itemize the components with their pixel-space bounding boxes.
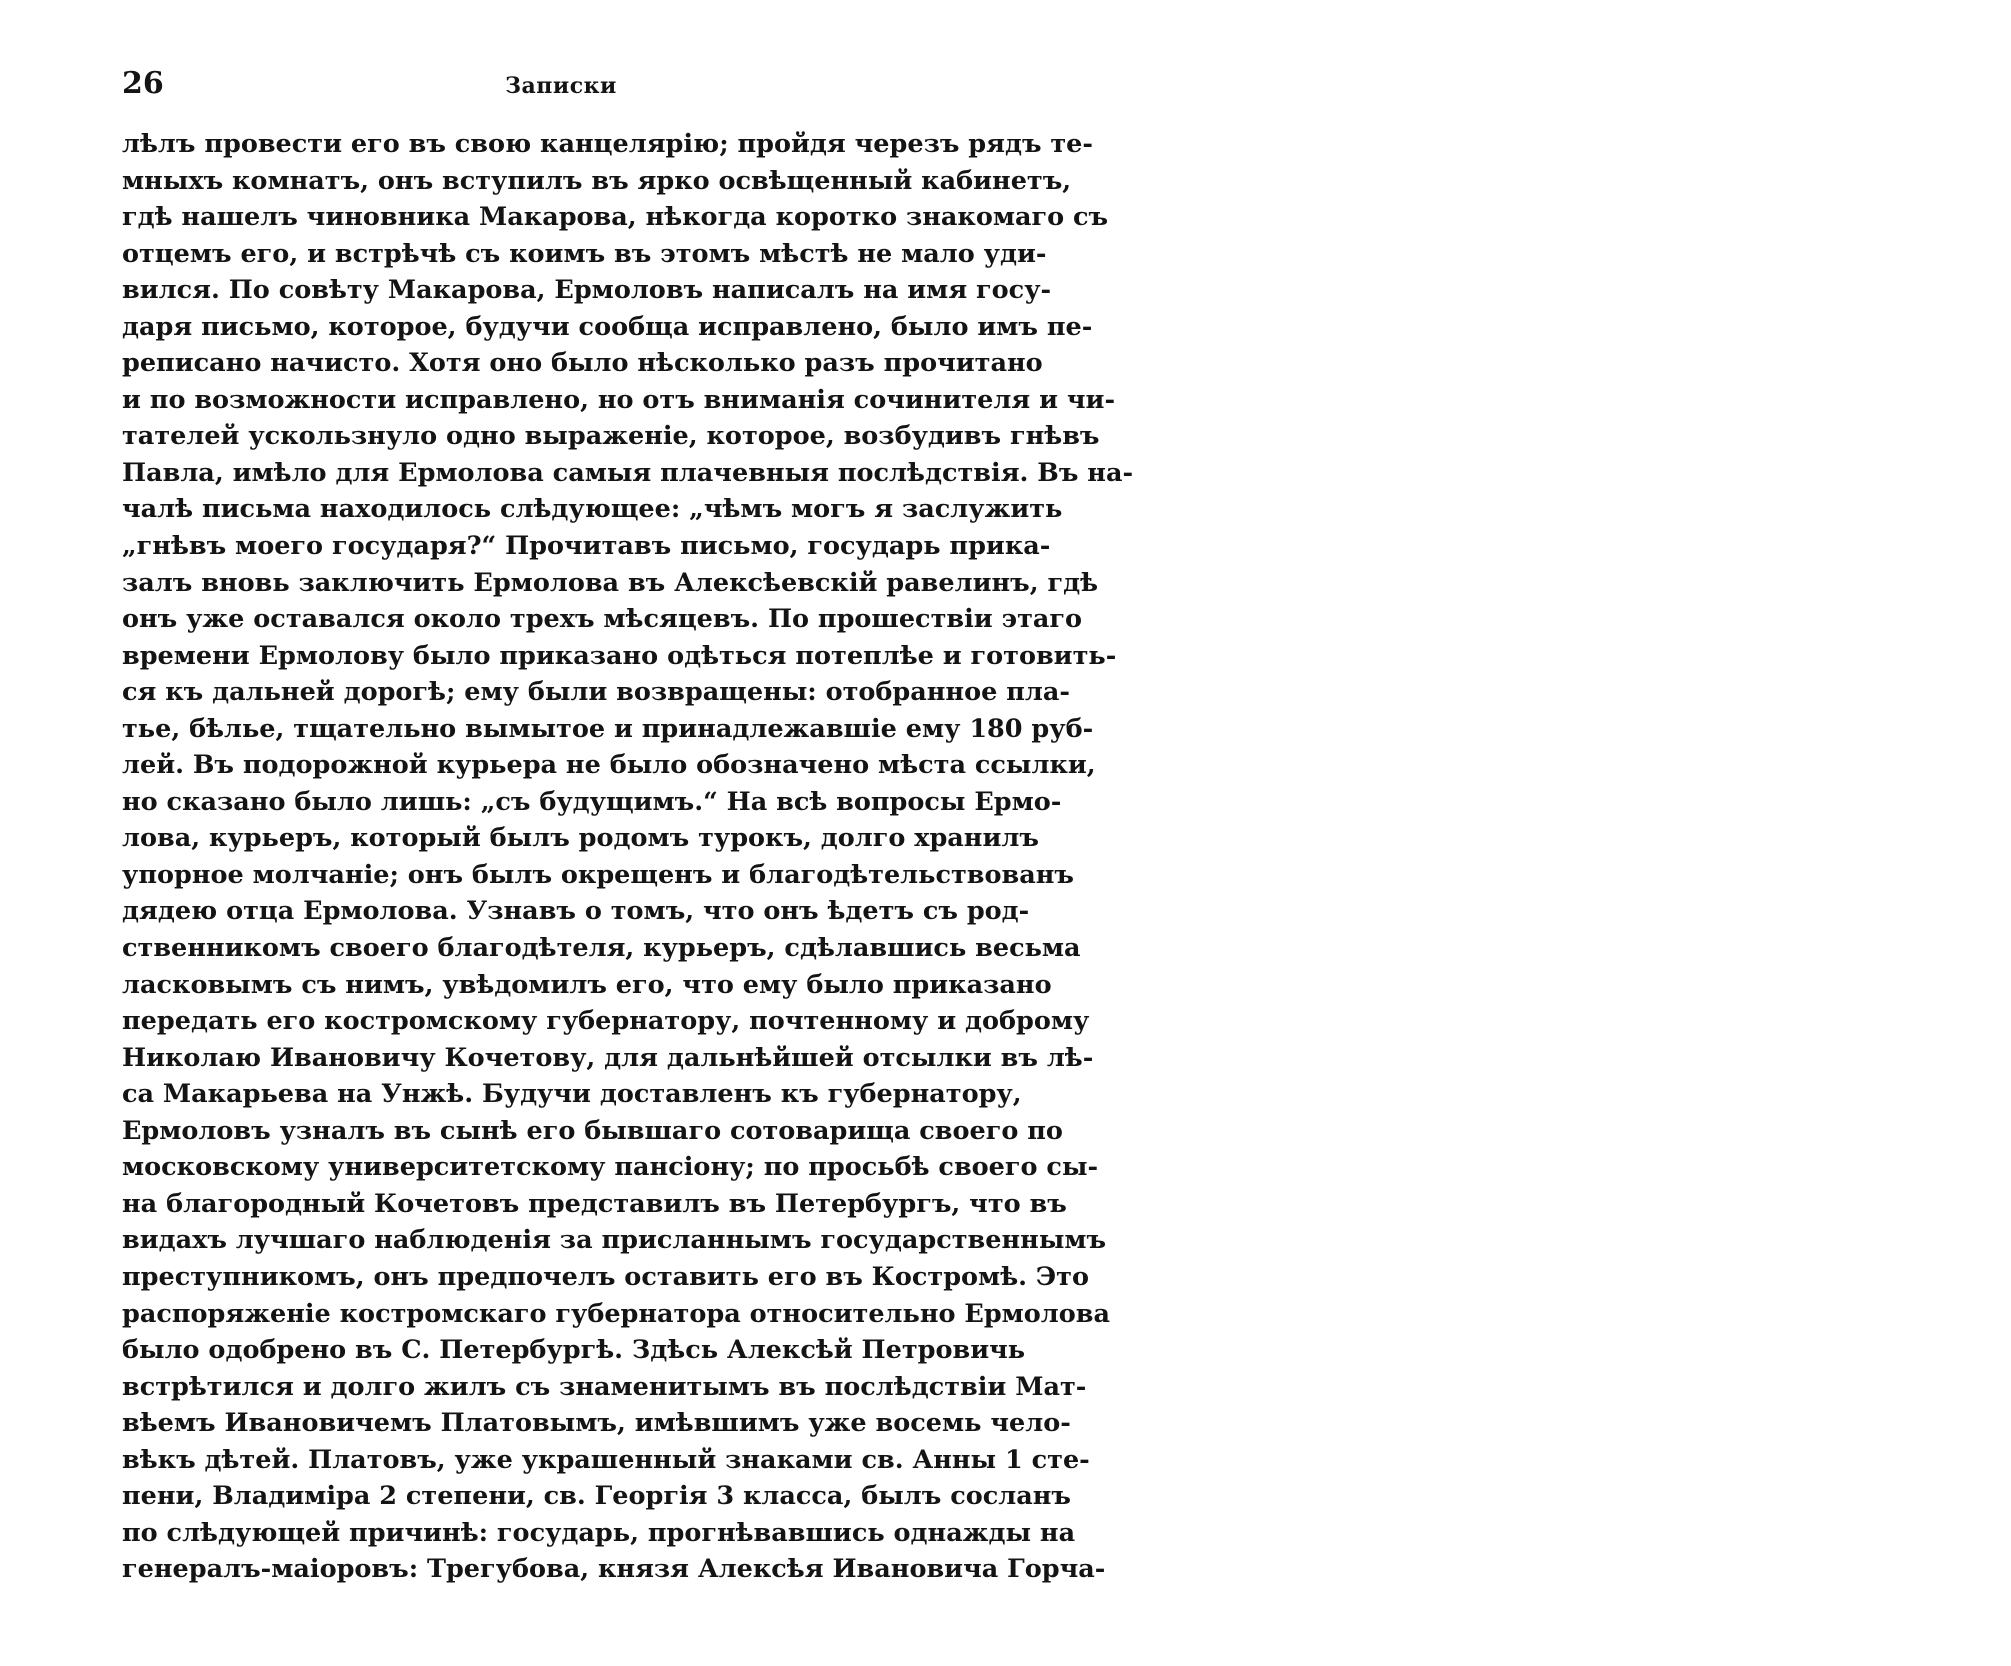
text-line: лова, курьеръ, который былъ родомъ турокъ, долго хранилъ bbox=[122, 823, 1039, 854]
text-line: времени Ермолову было приказано одѣться потеплѣе и готовить- bbox=[122, 640, 1117, 671]
page-number: 26 bbox=[122, 66, 164, 101]
text-line: даря письмо, которое, будучи сообща исправлено, было имъ пе- bbox=[122, 311, 1093, 342]
text-line: преступникомъ, онъ предпочелъ оставить его въ Костромѣ. Это bbox=[122, 1261, 1089, 1292]
text-line: реписано начисто. Хотя оно было нѣсколько разъ прочитано bbox=[122, 348, 1043, 379]
text-line: Павла, имѣло для Ермолова самыя плачевныя послѣдствія. Въ на- bbox=[122, 457, 1134, 488]
text-line: са Макарьева на Унжѣ. Будучи доставленъ къ губернатору, bbox=[122, 1079, 1022, 1110]
text-line: встрѣтился и долго жилъ съ знаменитымъ въ послѣдствіи Мат- bbox=[122, 1371, 1087, 1402]
text-line: гдѣ нашелъ чиновника Макарова, нѣкогда коротко знакомаго съ bbox=[122, 202, 1109, 233]
text-line: было одобрено въ С. Петербургѣ. Здѣсь Алексѣй Петровичь bbox=[122, 1335, 1026, 1366]
text-line: лей. Въ подорожной курьера не было обозначено мѣста ссылки, bbox=[122, 750, 1096, 781]
text-line: тье, бѣлье, тщательно вымытое и принадлежавшіе ему 180 руб- bbox=[122, 713, 1094, 744]
text-line: распоряженіе костромскаго губернатора относительно Ермолова bbox=[122, 1298, 1111, 1329]
text-line: мныхъ комнатъ, онъ вступилъ въ ярко освѣщенный кабинетъ, bbox=[122, 165, 1072, 196]
text-line: ся къ дальней дорогѣ; ему были возвращены: отобранное пла- bbox=[122, 677, 1070, 708]
text-line: передать его костромскому губернатору, почтенному и доброму bbox=[122, 1006, 1090, 1037]
text-line: дядею отца Ермолова. Узнавъ о томъ, что онъ ѣдетъ съ род- bbox=[122, 896, 1030, 927]
text-line: отцемъ его, и встрѣчѣ съ коимъ въ этомъ мѣстѣ не мало уди- bbox=[122, 238, 1047, 269]
text-line: но сказано было лишь: „съ будущимъ.“ На всѣ вопросы Ермо- bbox=[122, 786, 1062, 817]
text-line: Николаю Ивановичу Кочетову, для дальнѣйшей отсылки въ лѣ- bbox=[122, 1042, 1094, 1073]
text-line: тателей ускользнуло одно выраженіе, которое, возбудивъ гнѣвъ bbox=[122, 421, 1100, 452]
text-line: видахъ лучшаго наблюденія за присланнымъ государственнымъ bbox=[122, 1225, 1107, 1256]
text-line: на благородный Кочетовъ представилъ въ Петербургъ, что въ bbox=[122, 1188, 1067, 1219]
body-text bbox=[122, 126, 1134, 1588]
page-header bbox=[122, 64, 1000, 104]
text-line: московскому университетскому пансіону; по просьбѣ своего сы- bbox=[122, 1152, 1099, 1183]
running-head: Записки bbox=[505, 73, 617, 99]
text-line: вился. По совѣту Макарова, Ермоловъ написалъ на имя госу- bbox=[122, 275, 1052, 306]
text-line: ственникомъ своего благодѣтеля, курьеръ, сдѣлавшись весьма bbox=[122, 933, 1081, 964]
text-line: ласковымъ съ нимъ, увѣдомилъ его, что ему было приказано bbox=[122, 969, 1052, 1000]
text-line: генералъ-маіоровъ: Трегубова, князя Алексѣя Ивановича Горча- bbox=[122, 1554, 1106, 1585]
text-line: залъ вновь заключить Ермолова въ Алексѣевскій равелинъ, гдѣ bbox=[122, 567, 1099, 598]
text-line: чалѣ письма находилось слѣдующее: „чѣмъ могъ я заслужить bbox=[122, 494, 1063, 525]
text-line: и по возможности исправлено, но отъ вниманія сочинителя и чи- bbox=[122, 384, 1116, 415]
text-line: по слѣдующей причинѣ: государь, прогнѣвавшись однажды на bbox=[122, 1517, 1076, 1548]
text-line: лѣлъ провести его въ свою канцелярію; пройдя черезъ рядъ те- bbox=[122, 129, 1093, 159]
text-line: упорное молчаніе; онъ былъ окрещенъ и благодѣтельствованъ bbox=[122, 859, 1074, 890]
text-line: вѣкъ дѣтей. Платовъ, уже украшенный знаками св. Анны 1 сте- bbox=[122, 1444, 1090, 1475]
text-line: вѣемъ Ивановичемъ Платовымъ, имѣвшимъ уже восемь чело- bbox=[122, 1408, 1071, 1439]
text-line: „гнѣвъ моего государя?“ Прочитавъ письмо, государь прика- bbox=[122, 531, 1051, 562]
text-line: Ермоловъ узналъ въ сынѣ его бывшаго сотоварища своего по bbox=[122, 1115, 1063, 1146]
text-line: онъ уже оставался около трехъ мѣсяцевъ. По прошествіи этаго bbox=[122, 604, 1083, 635]
text-line: пени, Владиміра 2 степени, св. Георгія 3 класса, былъ сосланъ bbox=[122, 1481, 1071, 1512]
